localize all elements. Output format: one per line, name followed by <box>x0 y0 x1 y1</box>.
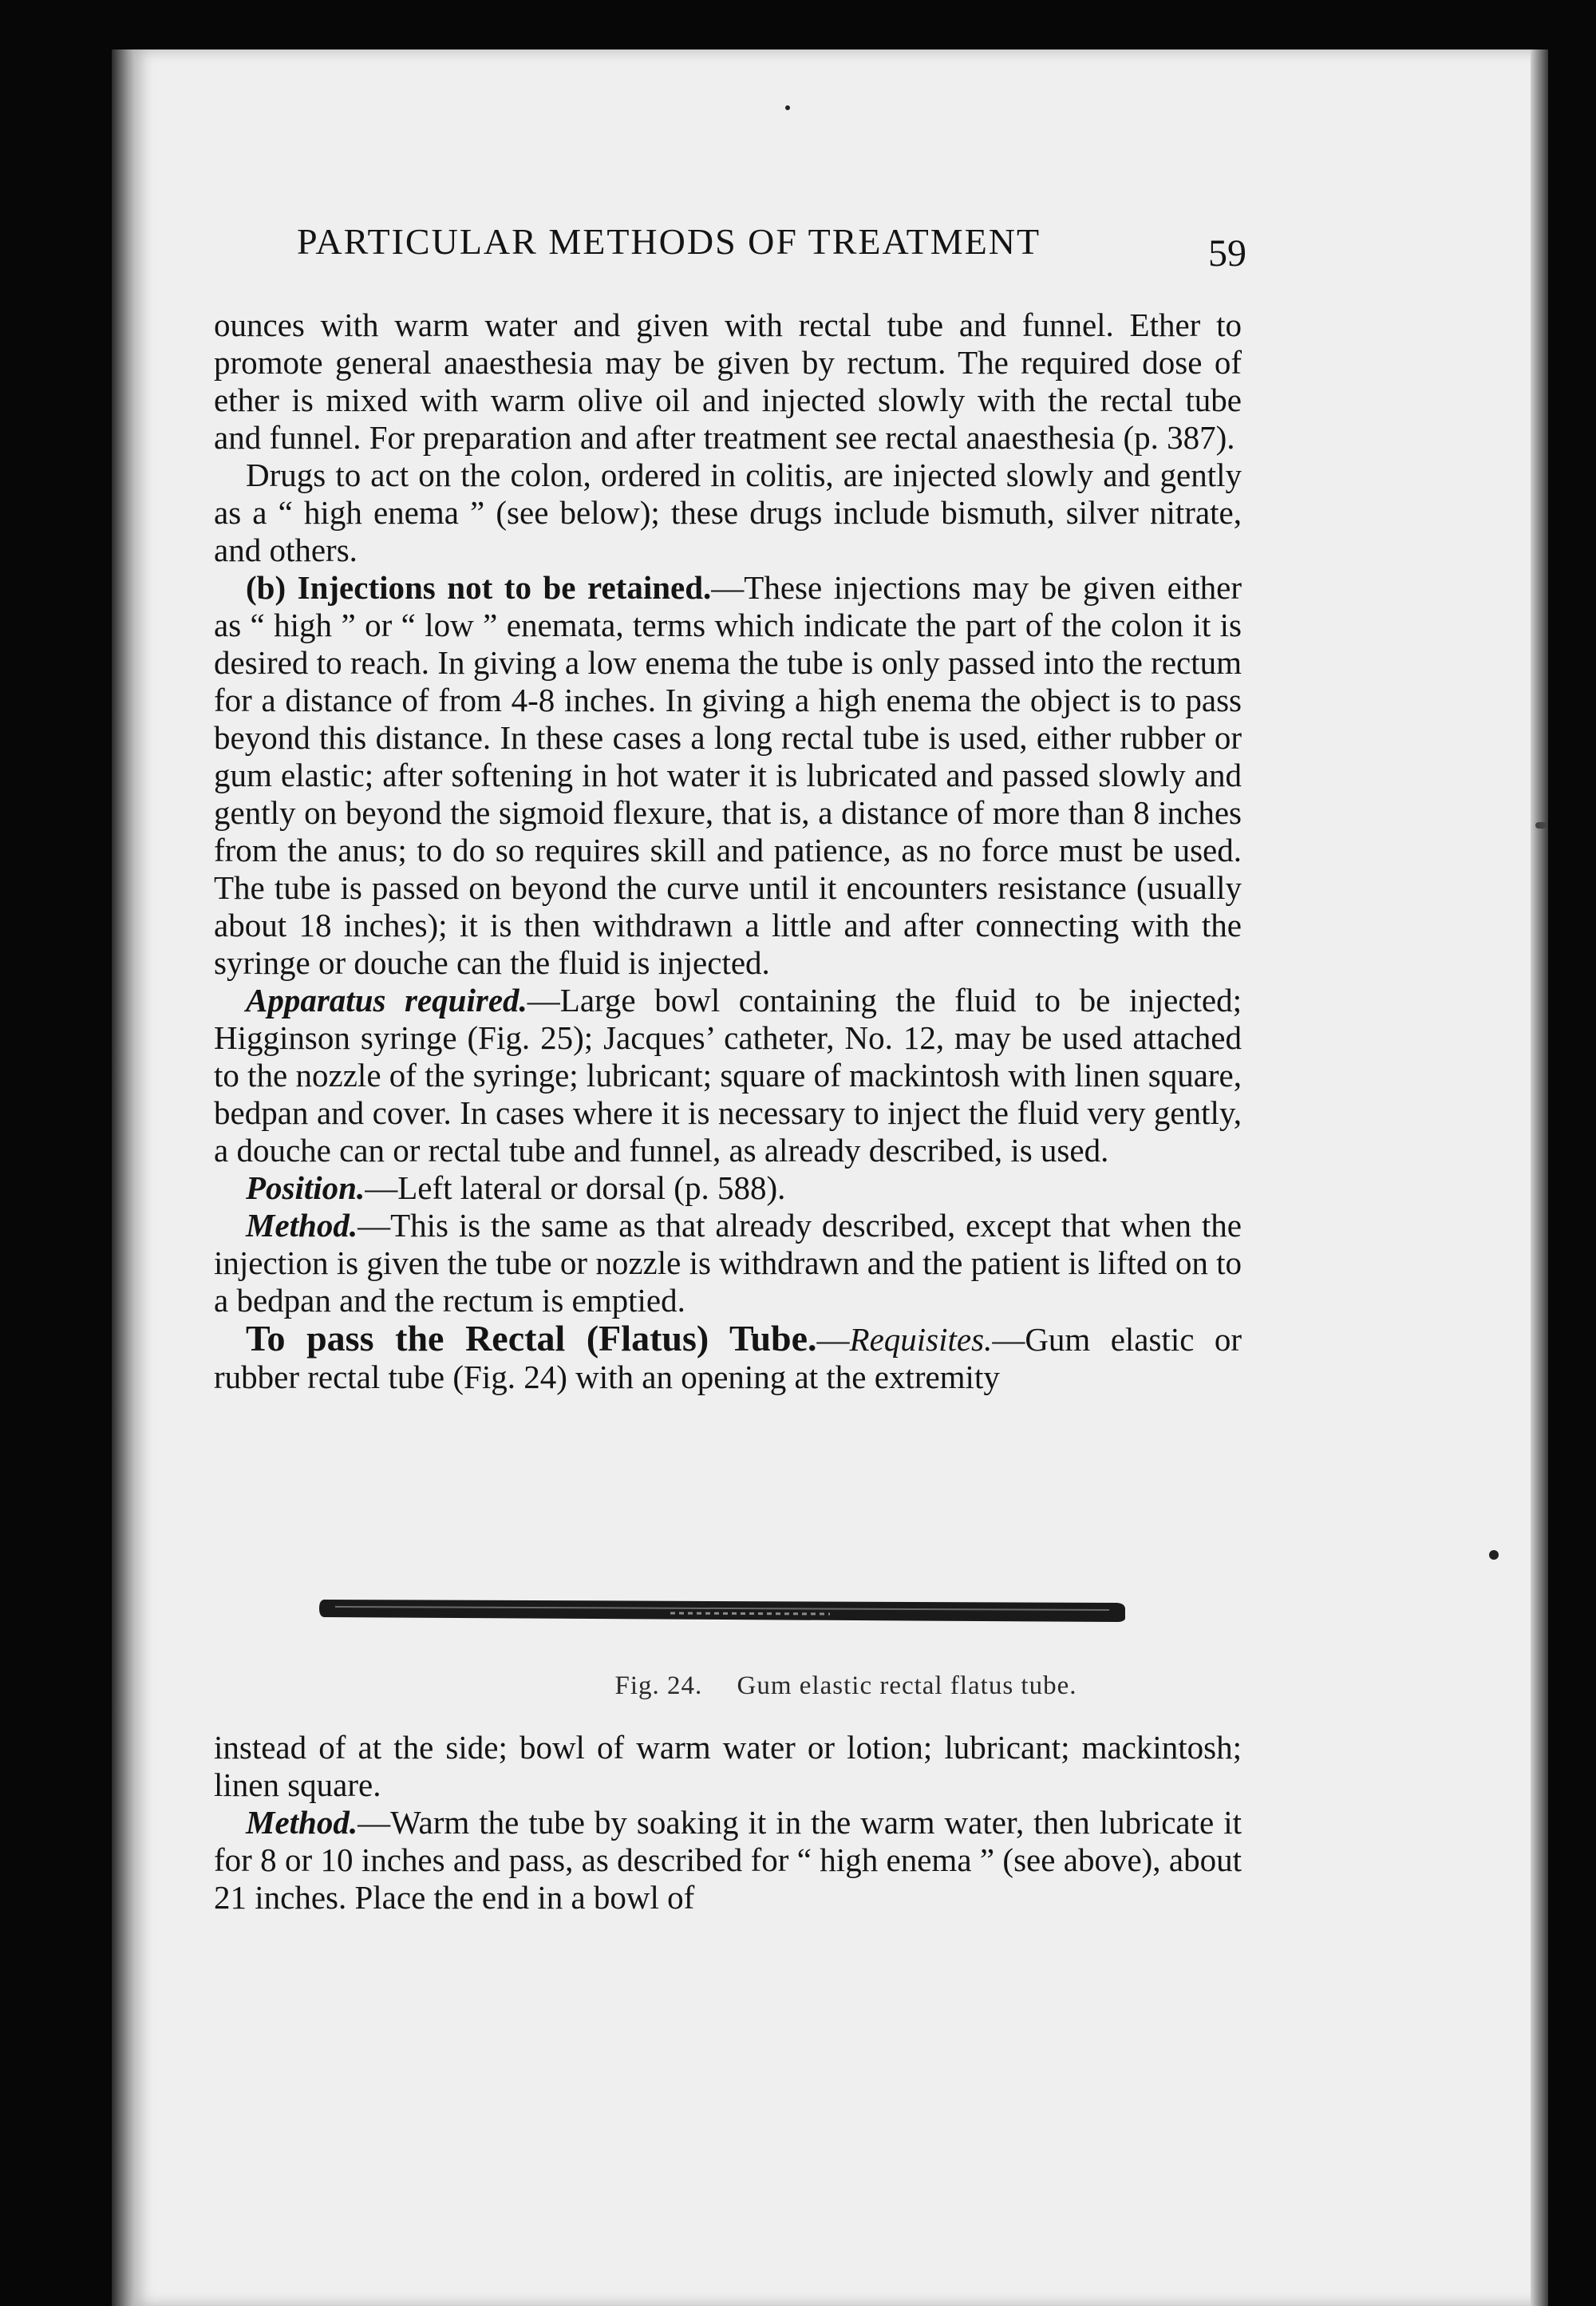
tube-shape <box>319 1600 1125 1622</box>
paragraph <box>214 1319 1242 1396</box>
paragraph <box>214 1207 1242 1319</box>
body-text-top <box>214 307 1242 1396</box>
text-run: —This is the same as that already described, except that when the injection is given the tube or nozzle is withdrawn and the patient is lifted on to a bedpan and the rectum is emptied. <box>214 1207 1242 1319</box>
text-run: ounces with warm water and given with rectal tube and funnel. Ether to promote general anaesthesia may be given by rectum. The required dose of ether is mixed with warm olive oil and injected slowly with the rectal tube and funnel. For preparation and after treatment see rectal anaesthesia (p. 387). <box>214 307 1242 456</box>
text-run: instead of at the side; bowl of warm water or lotion; lubricant; mackintosh; linen square. <box>214 1729 1242 1803</box>
figure-caption <box>0 1671 1596 1701</box>
text-run: —Large bowl containing the fluid to be injected; Higginson syringe (Fig. 25); Jacques’ catheter, No. 12, may be used attached to the nozzle of the syringe; lubricant; square of mackintosh with linen square, bedpan and cover. In cases where it is necessary to inject the fluid very gently, a douche can or rectal tube and funnel, as already described, is used. <box>214 982 1242 1169</box>
text-run: Method. <box>246 1207 358 1244</box>
text-run: (b) Injections not to be retained. <box>246 569 712 606</box>
text-run: —Gum elastic or rubber rectal tube (Fig. 24) with an opening at the extremity <box>214 1321 1242 1395</box>
flatus-tube-illustration <box>319 1595 1127 1624</box>
text-run: —Left lateral or dorsal (p. 588). <box>365 1169 786 1206</box>
paragraph <box>214 1804 1242 1916</box>
paragraph <box>214 457 1242 569</box>
body-text-bottom <box>214 1729 1242 1916</box>
text-run: — <box>816 1321 850 1358</box>
paragraph <box>214 1169 1242 1207</box>
scan-speck <box>1535 822 1547 829</box>
text-run: Position. <box>246 1169 365 1206</box>
text-run: Method. <box>246 1804 358 1841</box>
scan-speck <box>1489 1550 1499 1560</box>
paragraph <box>214 307 1242 457</box>
page-number: 59 <box>1208 232 1246 275</box>
paragraph <box>214 1729 1242 1804</box>
text-run: Requisites. <box>849 1321 993 1358</box>
text-run: —These injections may be given either as “ high ” or “ low ” enemata, terms which indicate the part of the colon it is desired to reach. In giving a low enema the tube is only passed into the rectum for a distance of from 4-8 inches. In giving a high enema the object is to pass beyond this distance. In these cases a long rectal tube is used, either rubber or gum elastic; after softening in hot water it is lubricated and passed slowly and gently on beyond the sigmoid flexure, that is, a distance of more than 8 inches from the anus; to do so requires skill and patience, as no force must be used. The tube is passed on beyond the curve until it encounters resistance (usually about 18 inches); it is then withdrawn a little and after connecting with the syringe or douche can the fluid is injected. <box>214 569 1242 981</box>
text-run: —Warm the tube by soaking it in the warm water, then lubricate it for 8 or 10 inches and pass, as described for “ high enema ” (see above), about 21 inches. Place the end in a bowl of <box>214 1804 1242 1916</box>
text-run: Drugs to act on the colon, ordered in colitis, are injected slowly and gently as a “ high enema ” (see below); these drugs include bismuth, silver nitrate, and others. <box>214 457 1242 568</box>
running-title: PARTICULAR METHODS OF TREATMENT <box>297 221 1041 262</box>
page-edge <box>1531 49 1548 2306</box>
scan-speck <box>785 105 790 110</box>
paragraph <box>214 569 1242 982</box>
text-run: To pass the Rectal (Flatus) Tube. <box>246 1318 817 1359</box>
text-run: Apparatus required. <box>246 982 527 1019</box>
paragraph <box>214 982 1242 1169</box>
figure-label: Fig. 24. <box>614 1671 703 1700</box>
figure-caption-text: Gum elastic rectal flatus tube. <box>737 1671 1077 1700</box>
